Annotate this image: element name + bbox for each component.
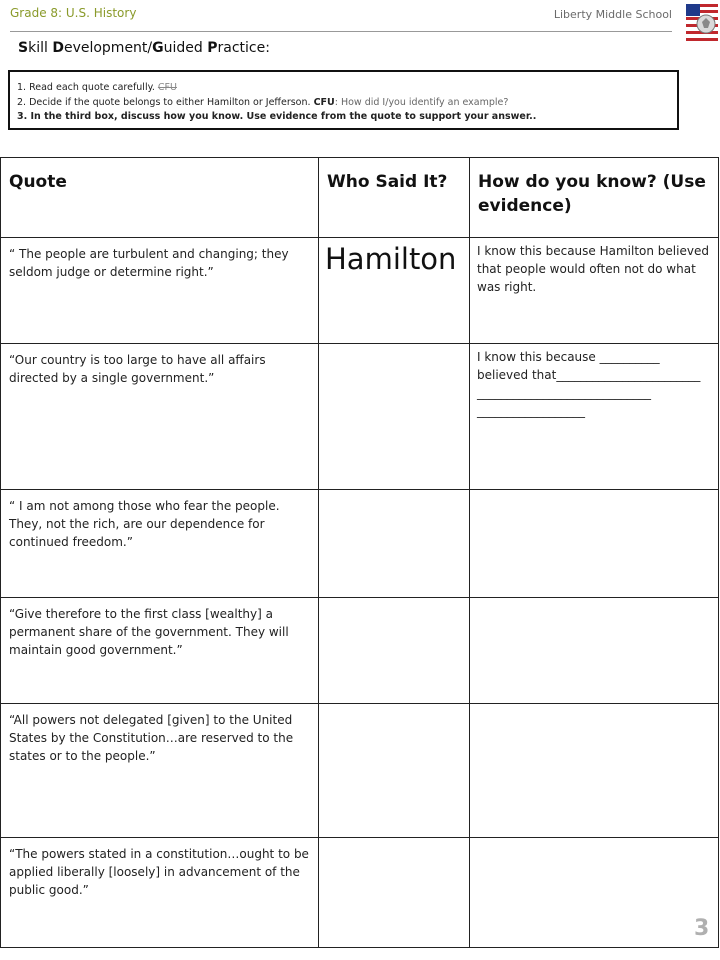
who-cell[interactable] bbox=[319, 704, 470, 838]
who-cell[interactable] bbox=[319, 838, 470, 948]
who-cell[interactable] bbox=[319, 490, 470, 598]
how-cell[interactable] bbox=[470, 838, 719, 948]
how-cell[interactable] bbox=[470, 490, 719, 598]
how-cell[interactable]: I know this because __________ believed that________________________ _____________________________ __________________ bbox=[470, 344, 719, 490]
table-row bbox=[1, 838, 719, 948]
quote-cell: “ The people are turbulent and changing; they seldom judge or determine right.” bbox=[1, 238, 319, 344]
quote-cell: “All powers not delegated [given] to the United States by the Constitution…are reserved to the states or to the people.” bbox=[1, 704, 319, 838]
instruction-1: 1. Read each quote carefully. CFU bbox=[17, 82, 177, 93]
quote-cell: “The powers stated in a constitution…ought to be applied liberally [loosely] in advancement of the public good.” bbox=[1, 838, 319, 948]
table-row bbox=[1, 704, 719, 838]
school-name: Liberty Middle School bbox=[553, 8, 672, 21]
header-quote: Quote bbox=[1, 158, 319, 238]
quote-table bbox=[0, 157, 719, 948]
table-row bbox=[1, 598, 719, 704]
how-cell[interactable]: I know this because Hamilton believed that people would often not do what was right. bbox=[470, 238, 719, 344]
instructions-box bbox=[8, 70, 679, 130]
who-cell[interactable] bbox=[319, 598, 470, 704]
table-header-row bbox=[1, 158, 719, 238]
how-cell[interactable] bbox=[470, 598, 719, 704]
instruction-2: 2. Decide if the quote belongs to either Hamilton or Jefferson. CFU: How did I/you identify an example? bbox=[17, 96, 509, 108]
quote-cell: “Our country is too large to have all affairs directed by a single government.” bbox=[1, 344, 319, 490]
table-row bbox=[1, 490, 719, 598]
table-row bbox=[1, 238, 719, 344]
who-cell[interactable]: Hamilton bbox=[319, 238, 470, 344]
header-how: How do you know? (Use evidence) bbox=[470, 158, 719, 238]
quote-cell: “ I am not among those who fear the people. They, not the rich, are our dependence for continued freedom.” bbox=[1, 490, 319, 598]
page-number: 3 bbox=[694, 916, 710, 941]
header-who: Who Said It? bbox=[319, 158, 470, 238]
flag-eagle-icon bbox=[684, 0, 720, 42]
quote-cell: “Give therefore to the first class [wealthy] a permanent share of the government. They will maintain good government.” bbox=[1, 598, 319, 704]
table-row bbox=[1, 344, 719, 490]
instruction-3: 3. In the third box, discuss how you know. Use evidence from the quote to support your answer.. bbox=[17, 111, 537, 122]
header-divider bbox=[10, 31, 672, 32]
who-cell[interactable] bbox=[319, 344, 470, 490]
section-subtitle: Skill Development/Guided Practice: bbox=[18, 40, 270, 56]
how-cell[interactable] bbox=[470, 704, 719, 838]
course-title: Grade 8: U.S. History bbox=[10, 6, 137, 20]
